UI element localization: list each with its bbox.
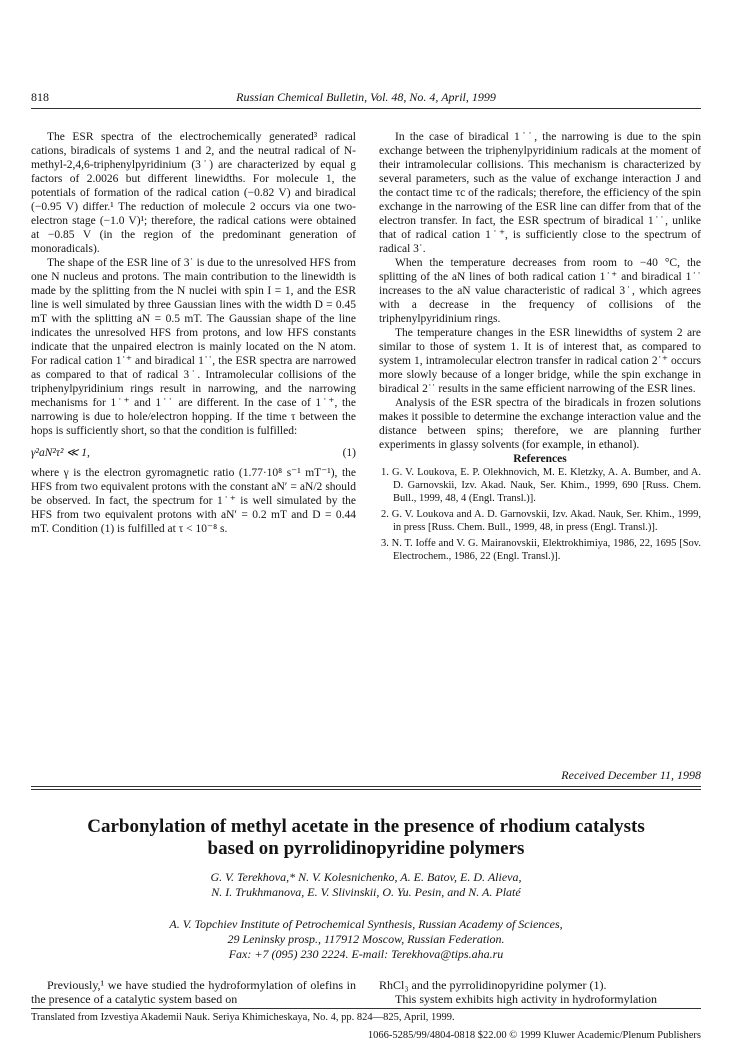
equation [31,446,356,460]
copyright-line: 1066-5285/99/4804-0818 $22.00 © 1999 Kluwer Academic/Plenum Publishers [367,1030,701,1041]
divider [31,786,701,787]
right-column [379,130,701,566]
paragraph: Analysis of the ESR spectra of the biradicals in frozen solutions makes it possible to determine the exchange interaction value and the distance between spins; therefore, we are planning further experiments in glassy solvents (for example, in ethanol). [379,397,701,451]
footer-divider [31,1008,701,1009]
running-header [31,88,701,109]
left-column [31,130,356,536]
body-line: This system exhibits high activity in hydroformylation [395,992,657,1006]
reference-item: 3. N. T. Ioffe and V. G. Mairanovskii, Elektrokhimiya, 1986, 22, 1695 [Sov. Electrochem., 1986, 22 (Engl. Transl.)]. [381,538,701,562]
title-line: based on pyrrolidinopyridine polymers [207,838,525,859]
paragraph: When the temperature decreases from room to −40 °C, the splitting of the aN lines of both radical cation 1˙⁺ and biradical 1˙˙ increases to the aN value characteristic of radical 3˙, which agrees with a decrease in the frequency of collisions of the triphenylpyridinium rings. [379,257,701,325]
reference-item: 1. G. V. Loukova, E. P. Olekhnovich, M. E. Kletzky, A. A. Bumber, and A. D. Garnovskii, Izv. Akad. Nauk, Ser. Khim., 1999, 690 [Russ. Chem. Bull., 1999, 48, 4 (Engl. Transl.)]. [381,467,701,504]
authors-line: N. I. Trukhmanova, E. V. Slivinskii, O. Yu. Pesin, and N. A. Platé [211,885,521,899]
affiliation [31,917,701,962]
paragraph: The shape of the ESR line of 3˙ is due to the unresolved HFS from one N nucleus and protons. The main contribution to the linewidth is made by the splitting from the N nuclei with spin I = 1, and the ESR line is well simulated by three Gaussian lines with the width D = 0.45 mT with the splitting aN = 0.5 mT. The Gaussian shape of the line indicates the unresolved HFS from protons, and low HFS constants indicate that the unpaired electron is mainly located on the N atom. For radical cation 1˙⁺ and biradical 1˙˙, the ESR spectra are narrowed as compared to that of radical 3˙. Intramolecular collisions of the triphenylpyridinium rings result in narrowing, and the narrowing mechanisms for 1˙⁺ and 1˙˙ are different. In the case of 1˙⁺, the narrowing is due to hole/electron hopping. If the time τ between the hops is sufficiently short, so that the condition is fulfilled: [31,257,356,437]
page-number: 818 [31,90,49,104]
received-date: Received December 11, 1998 [561,768,701,782]
article-body-right [379,978,701,1006]
paragraph: The ESR spectra of the electrochemically generated³ radical cations, biradicals of systems 1 and 2, and the neutral radical of N-methyl-2,4,6-triphenylpyridinium (3˙) are characterized by equal g factors of 2.0026 but different linewidths. For molecule 1, the potentials of formation of the radical cation (−0.82 V) and biradical (−0.95 V) differ.¹ The reduction of molecule 2 occurs via one two-electron stage (−1.0 V)¹; therefore, the radical cations were obtained at −0.85 V (in the region of the predominant generation of monoradicals). [31,131,356,255]
translation-note: Translated from Izvestiya Akademii Nauk. Seriya Khimicheskaya, No. 4, pp. 824—825, April, 1999. [31,1012,455,1023]
paragraph: In the case of biradical 1˙˙, the narrowing is due to the spin exchange between the triphenylpyridinium radicals at the moment of their intramolecular collisions. This mechanism is characterized by several parameters, such as the value of exchange interaction J and the contact time τc of the radicals; therefore, the efficiency of the spin exchange in the narrowing of the ESR line can differ from that of the electron transfer. In fact, the ESR spectrum of biradical 1˙˙, unlike that of radical cation 1˙⁺, is sufficiently close to the spectrum of radical 3˙. [379,131,701,255]
body-line: RhCl₃ and the pyrrolidinopyridine polymer (1). [379,978,607,992]
journal-title: Russian Chemical Bulletin, Vol. 48, No. 4, April, 1999 [236,90,496,104]
references-list [379,466,701,563]
article-title [31,816,701,860]
authors [31,870,701,900]
divider [31,789,701,790]
article-body-left: Previously,¹ we have studied the hydroformylation of olefins in the presence of a catalytic system based on [31,978,356,1006]
equation-text: γ²aN²τ² ≪ 1, [31,447,90,459]
authors-line: G. V. Terekhova,* N. V. Kolesnichenko, A. E. Batov, E. D. Alieva, [210,870,522,884]
paragraph: The temperature changes in the ESR linewidths of system 2 are similar to those of system 1. It is of interest that, as compared to system 1, intramolecular electron transfer in radical cation 2˙⁺ occurs more slowly because of a longer bridge, while the spin exchange in biradical 2˙˙ results in the same efficient narrowing of the ESR lines. [379,327,701,395]
title-line: Carbonylation of methyl acetate in the presence of rhodium catalysts [87,816,645,837]
affiliation-line: 29 Leninsky prosp., 117912 Moscow, Russian Federation. [227,932,505,946]
equation-number: (1) [342,447,356,459]
affiliation-line: A. V. Topchiev Institute of Petrochemical Synthesis, Russian Academy of Sciences, [169,917,563,931]
references-heading: References [513,453,567,465]
affiliation-line: Fax: +7 (095) 230 2224. E-mail: Terekhova@tips.aha.ru [228,947,504,961]
reference-item: 2. G. V. Loukova and A. D. Garnovskii, Izv. Akad. Nauk, Ser. Khim., 1999, in press [Russ. Chem. Bull., 1999, 48, in press (Engl. Transl.)]. [381,509,701,533]
paragraph: where γ is the electron gyromagnetic ratio (1.77·10⁸ s⁻¹ mT⁻¹), the HFS from two equivalent protons with the constant aN′ = aN/2 should be observed. In fact, the spectrum for 1˙⁺ is well simulated by the HFS from two equivalent protons with aN′ = 0.2 mT and D = 0.44 mT. Condition (1) is fulfilled at τ < 10⁻⁸ s. [31,467,356,535]
